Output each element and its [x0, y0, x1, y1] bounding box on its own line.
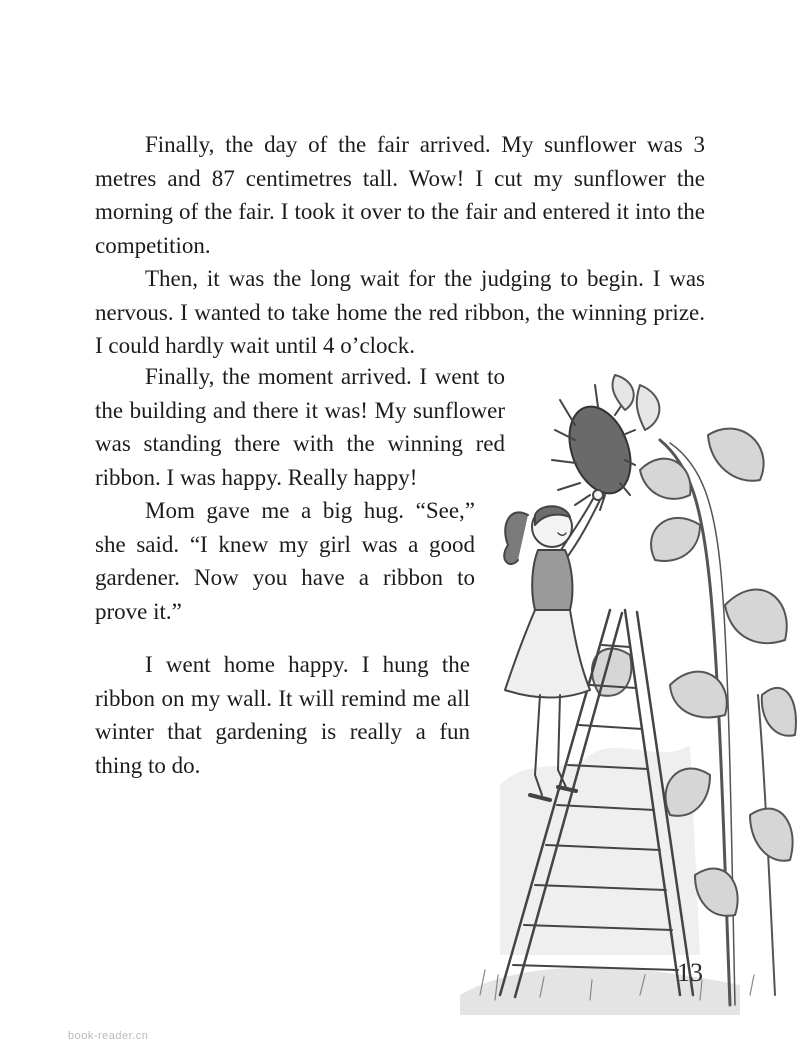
- story-paragraph-1: Finally, the day of the fair arrived. My sunflower was 3 metres and 87 centimetres tall. Wow! I cut my sunflower the morning of the fair. I took it over to the fair and entered it into the competition.: [95, 132, 705, 258]
- girl-on-ladder-with-sunflower-illustration: [440, 355, 800, 1015]
- story-paragraph-2: Then, it was the long wait for the judging to begin. I was nervous. I wanted to take home the red ribbon, the winning prize. I could hardly wait until 4 o’clock.: [95, 266, 705, 358]
- story-paragraph-3: Finally, the moment arrived. I went to the building and there it was! My sunflower was standing there with the winning red ribbon. I was happy. Really happy!: [95, 364, 505, 490]
- story-paragraph-4: Mom gave me a big hug. “See,” she said. “I knew my girl was a good gardener. Now you have a ribbon to prove it.”: [95, 498, 475, 624]
- story-paragraph-5: I went home happy. I hung the ribbon on my wall. It will remind me all winter that gardening is really a fun thing to do.: [95, 652, 470, 778]
- watermark: book-reader.cn: [68, 1030, 149, 1042]
- page-number: 13: [677, 958, 703, 987]
